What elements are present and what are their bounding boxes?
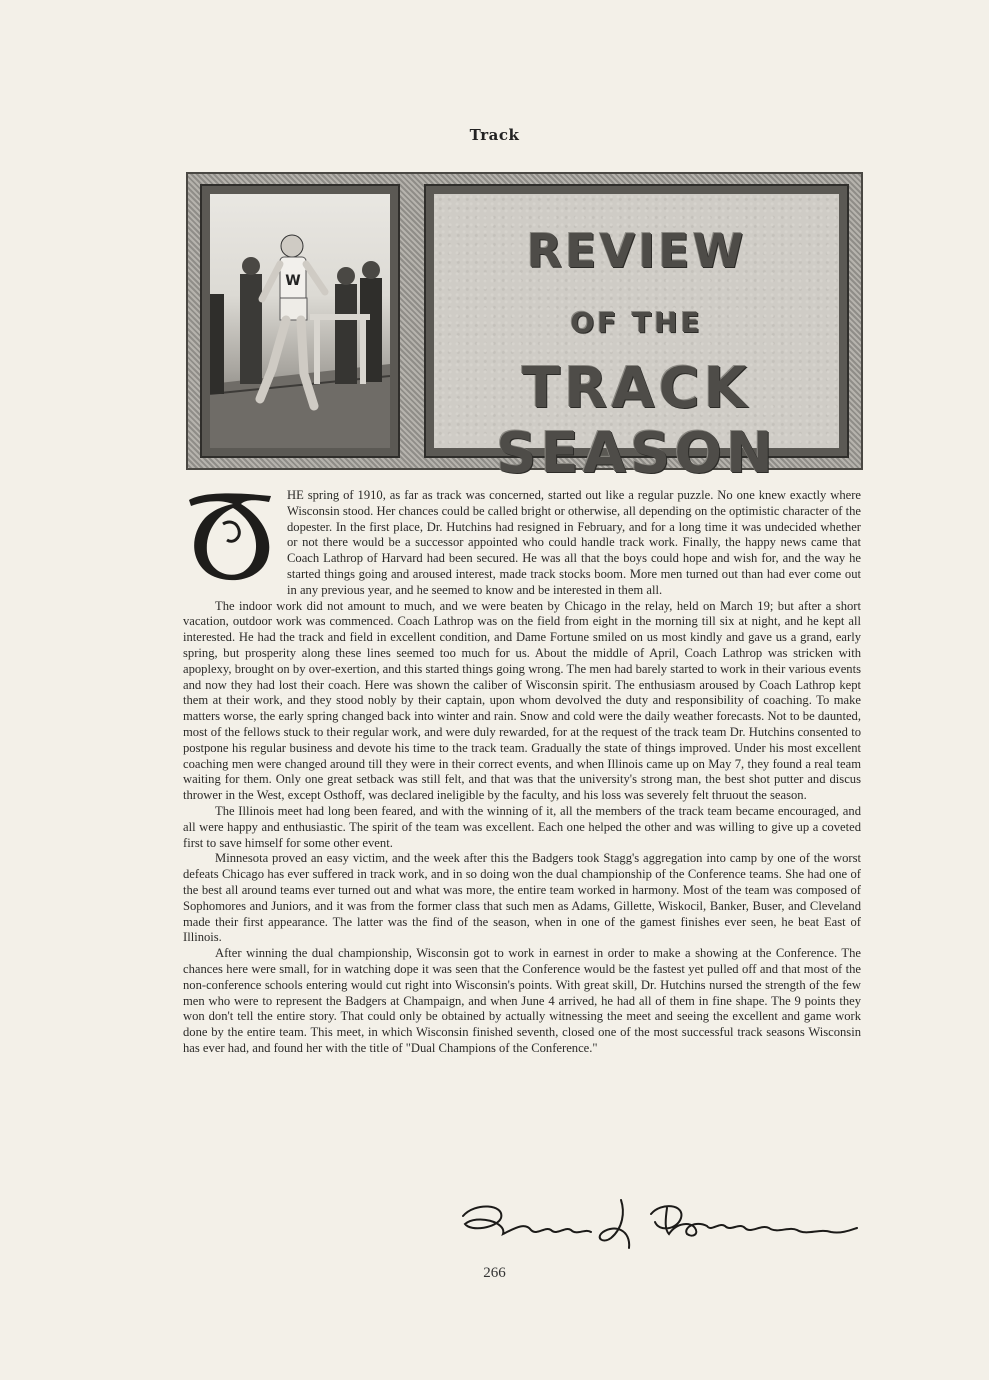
photo-frame	[200, 184, 400, 458]
paragraph-2: The indoor work did not amount to much, and we were beaten by Chicago in the relay, held on March 19; but after a short vacation, outdoor work was commenced. Coach Lathrop was on the field from eight in the morning till six at night, and he kept all interested. He had the track and field in excellent condition, and Dame Fortune smiled on us most kindly and gave us a grand, early spring, but prosperity along these lines seemed too much for us. About the middle of April, Coach Lathrop was stricken with apoplexy, brought on by over-exertion, and this started things going wrong. The men had barely started to work in their various events and now they had lost their coach. Here was shown the caliber of Wisconsin spirit. The enthusiasm aroused by Coach Lathrop kept them at their work, and they stood nobly by their captain, upon whom devolved the duty and responsibility of coaching. To make matters worse, the early spring changed back into winter and rain. Snow and cold were the daily weather forecasts. Not to be daunted, most of the fellows stuck to their regular work, and were duly rewarded, for at the request of the track team Dr. Hutchins consented to postpone his regular business and devote his time to the track team. Gradually the state of things improved. Under his most excellent coaching men were changed around till they were in their correct events, and when Illinois came up on May 7, they found a real team waiting for them. Only one great setback was still felt, and that was that the university's strong man, the best shot putter and discus thrower in the West, except Osthoff, was declared ineligible by the faculty, and his loss was severely felt thruout the season.	[183, 598, 861, 803]
title-line-1: REVIEW	[526, 224, 747, 278]
signature	[455, 1192, 865, 1254]
header-banner	[186, 172, 863, 486]
paragraph-5: After winning the dual championship, Wisconsin got to work in earnest in order to make a showing at the Conference. The chances here were small, for in watching dope it was seen that the Conference would be the fastest yet pulled off and that most of the non-conference schools entering would cut right into Wisconsin's points. With great skill, Dr. Hutchins nursed the strength of the few men who were to represent the Badgers at Champaign, and when June 4 arrived, he had all of them in fine shape. The 9 points they won don't tell the entire story. That could only be obtained by actually witnessing the meet and seeing the excellent and game work done by the entire team. This meet, in which Wisconsin finished seventh, closed one of the most successful track seasons Wisconsin has ever had, and found her with the title of "Dual Champions of the Conference."	[183, 946, 861, 1055]
title-frame	[424, 184, 849, 486]
page-number: 266	[483, 1265, 506, 1281]
title-panel	[434, 194, 839, 486]
title-line-2: OF THE	[570, 306, 703, 339]
drop-cap-letter: T	[230, 550, 232, 551]
runner-photo	[210, 194, 390, 448]
drop-cap	[183, 490, 279, 586]
paragraph-3: The Illinois meet had long been feared, and with the winning of it, all the members of the track team became encouraged, and all were happy and enthusiastic. The spirit of the team was excellent. Each one helped the other and was willing to give up a coveted first to save himself for some other event.	[183, 803, 861, 850]
article-body	[183, 488, 861, 1057]
jersey-letter: W	[285, 273, 301, 289]
paragraph-4: Minnesota proved an easy victim, and the week after this the Badgers took Stagg's aggregation into camp by one of the worst defeats Chicago has ever suffered in track work, and in so doing won the dual championship of the Conference teams. She had one of the best all around teams ever turned out and what was more, the entire team worked in harmony. Most of the team was composed of Sophomores and Juniors, and it was from the former class that such men as Adams, Gillette, Wiskocil, Banker, Buser, and Cleveland made their first appearance. The latter was the find of the season, when in one of the gamest finishes ever seen, he beat East of Illinois.	[183, 851, 861, 945]
title-line-3: TRACK SEASON	[496, 356, 777, 486]
paragraph-1: HE spring of 1910, as far as track was concerned, started out like a regular puzzle. No one knew exactly where Wisconsin stood. Her chances could be called bright or otherwise, all depending on the optimistic character of the dopester. In the first place, Dr. Hutchins had resigned in February, and for a long time it was undecided whether or not there would be a successor appointed who could handle track work. Finally, the happy news came that Coach Lathrop of Harvard had been secured. He was all that the boys could hope and wish for, and the way he started things going and aroused interest, made track stocks boom. More men turned out than had ever come out in any previous year, and he seemed to know and be interested in them all.	[287, 488, 861, 597]
signature-text: Erwin J. Dohmen	[655, 1232, 663, 1233]
runner-illustration	[210, 194, 390, 448]
running-head: Track	[469, 126, 520, 144]
